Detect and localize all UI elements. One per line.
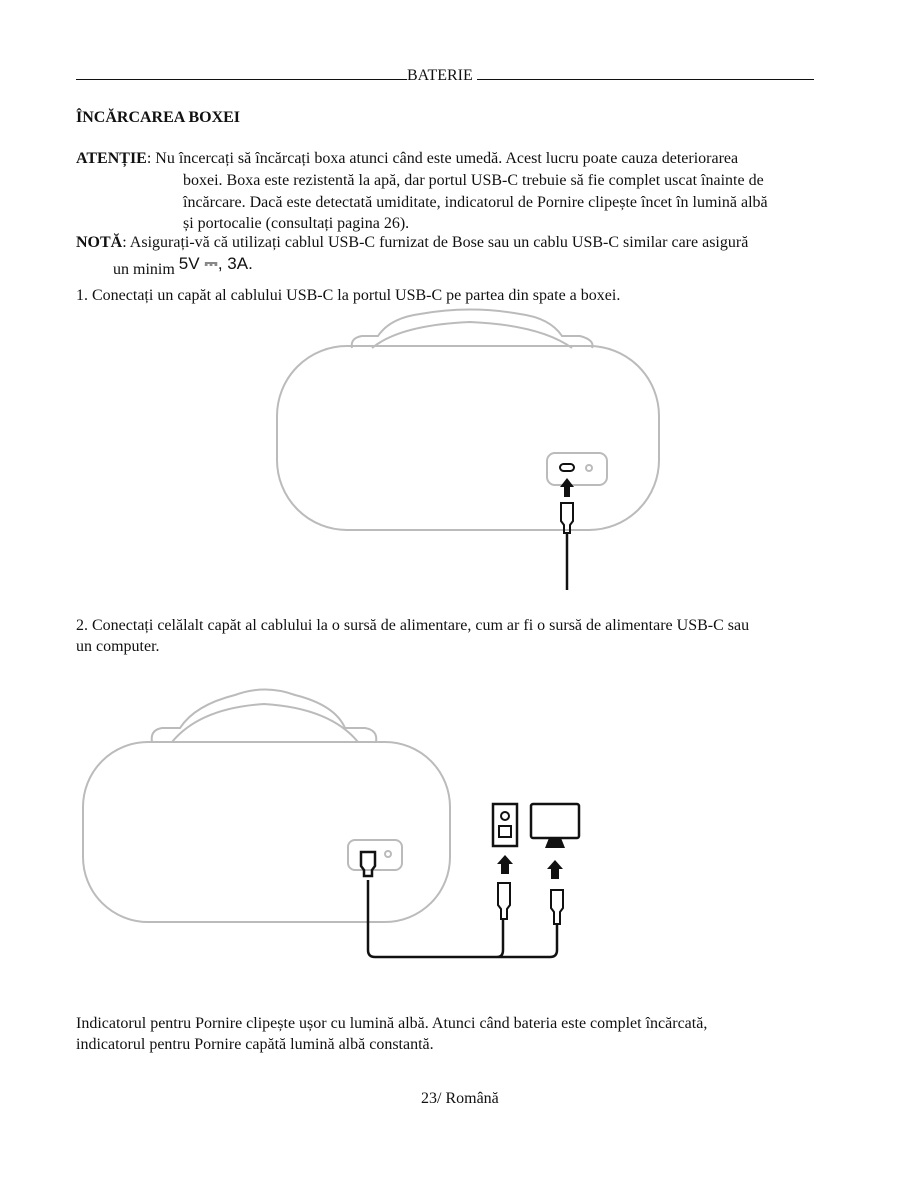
note-text-2: un minim	[113, 261, 175, 278]
warning-line-4: și portocalie (consultați pagina 26).	[183, 215, 410, 232]
note-label: NOTĂ	[76, 234, 123, 251]
warning-line-1	[76, 149, 738, 169]
step-1: 1. Conectați un capăt al cablului USB-C la portul USB-C pe partea din spate a boxei.	[76, 287, 621, 304]
result-line-2: indicatorul pentru Pornire capătă lumină albă constantă.	[76, 1036, 434, 1053]
section-title: ÎNCĂRCAREA BOXEI	[76, 109, 241, 126]
running-header	[76, 66, 814, 86]
voltage-rating: 5V ⎓, 3A.	[178, 254, 253, 273]
speaker-power-source-illustration	[70, 670, 630, 970]
step-2-line-1: 2. Conectați celălalt capăt al cablului la o sursă de alimentare, cum ar fi o sursă de alimentare USB-C sau	[76, 617, 750, 634]
warning-label: ATENȚIE	[76, 150, 147, 167]
step-2-line-2: un computer.	[76, 638, 160, 655]
warning-line-3: încărcare. Dacă este detectată umiditate, indicatorul de Pornire clipește încet în lumină albă	[183, 194, 768, 211]
speaker-charging-port-illustration	[270, 305, 670, 595]
result-line-1: Indicatorul pentru Pornire clipește ușor cu lumină albă. Atunci când bateria este complet încărcată,	[76, 1015, 708, 1032]
header-section: BATERIE	[407, 67, 473, 84]
page-footer: 23/ Română	[421, 1090, 499, 1107]
note-line-1	[76, 233, 748, 253]
note-line-2	[113, 254, 253, 280]
note-text: : Asigurați-vă că utilizați cablul USB-C furnizat de Bose sau un cablu USB-C similar care asigură	[122, 234, 749, 251]
warning-text: : Nu încercați să încărcați boxa atunci când este umedă. Acest lucru poate cauza deteriorarea	[146, 150, 739, 167]
warning-line-2: boxei. Boxa este rezistentă la apă, dar portul USB-C trebuie să fie complet uscat înainte de	[183, 172, 764, 189]
